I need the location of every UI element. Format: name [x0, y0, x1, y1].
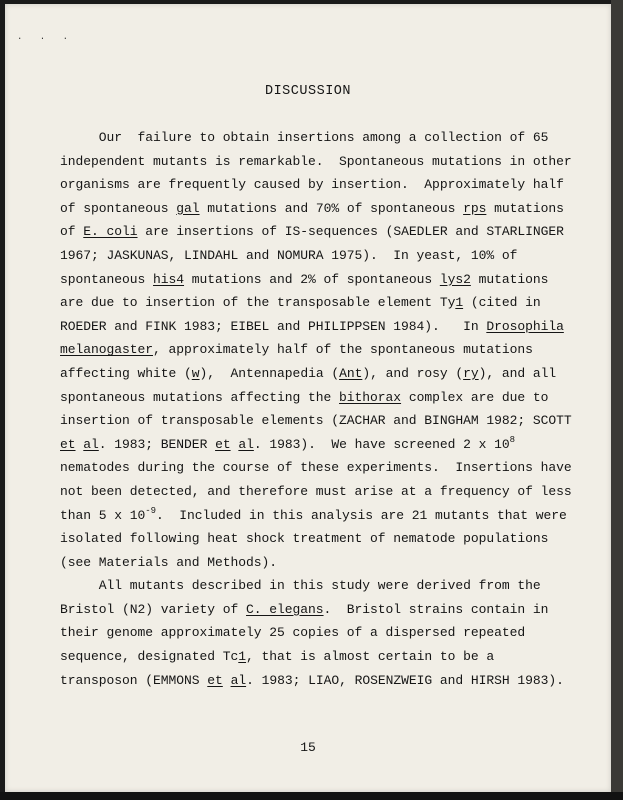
- text-run: , approximately half of the spontaneous mutations: [153, 342, 533, 358]
- species-e-coli: E. coli: [83, 224, 138, 240]
- scan-specks: · · ·: [17, 34, 75, 44]
- species-melanogaster: melanogaster: [60, 342, 154, 358]
- text-line: (see Materials and Methods).: [60, 554, 278, 570]
- text-run: . 1983; LIAO, ROSENZWEIG and HIRSH 1983).: [246, 672, 564, 688]
- text-run: [223, 673, 231, 688]
- element-tc1-number: 1: [238, 649, 247, 665]
- gene-his4: his4: [153, 271, 185, 287]
- text-line: not been detected, and therefore must arise at a frequency of less: [60, 483, 572, 499]
- gene-bithorax: bithorax: [339, 389, 402, 405]
- section-heading: DISCUSSION: [264, 84, 351, 99]
- text-run: transposon (EMMONS: [60, 672, 208, 688]
- genus-drosophila: Drosophila: [486, 318, 564, 334]
- gene-gal: gal: [176, 200, 200, 216]
- text-run: of spontaneous: [60, 200, 177, 216]
- page-number: 15: [300, 740, 316, 755]
- text-run: Bristol (N2) variety of: [60, 601, 247, 617]
- text-run: (cited in: [463, 295, 541, 311]
- text-line: [60, 645, 580, 669]
- document-page: [5, 4, 611, 792]
- text-run: mutations: [486, 200, 564, 216]
- text-line: [60, 433, 580, 457]
- gene-ry: ry: [463, 365, 479, 381]
- text-run: affecting white (: [60, 365, 192, 381]
- scan-edge-bottom: [0, 792, 623, 800]
- gene-rps: rps: [463, 200, 487, 216]
- text-line: [60, 338, 580, 362]
- text-run: ), and all: [478, 365, 557, 381]
- text-run: mutations and 2% of spontaneous: [184, 271, 440, 287]
- text-run: of: [60, 224, 84, 240]
- text-line: insertion of transposable elements (ZACHAR and BINGHAM 1982; SCOTT: [60, 413, 572, 429]
- gene-lys2: lys2: [439, 271, 471, 287]
- et-al: al: [238, 436, 254, 452]
- text-run: are insertions of IS-sequences (SAEDLER and STARLINGER: [137, 224, 564, 240]
- text-line: [60, 362, 580, 386]
- et-al: et: [60, 436, 76, 452]
- text-line: organisms are frequently caused by insertion. Approximately half: [60, 177, 564, 193]
- et-al: al: [230, 672, 247, 688]
- text-run: than 5 x 10: [60, 507, 146, 523]
- text-run: sequence, designated Tc: [60, 649, 239, 665]
- text-line: All mutants described in this study were derived from the: [60, 578, 541, 594]
- text-run: mutations: [470, 271, 549, 287]
- exponent: -9: [145, 505, 156, 516]
- text-line: [60, 669, 580, 693]
- text-line: Our failure to obtain insertions among a collection of 65: [60, 130, 549, 145]
- element-ty1-number: 1: [455, 295, 464, 311]
- text-run: ), Antennapedia (: [199, 365, 340, 381]
- text-run: . Included in this analysis are 21 mutants that were: [155, 507, 567, 523]
- text-run: complex are due to: [401, 389, 549, 405]
- et-al: al: [83, 436, 99, 452]
- text-line: [60, 268, 580, 292]
- text-run: ), and rosy (: [362, 365, 464, 381]
- text-run: ROEDER and FINK 1983; EIBEL and PHILIPPSEN 1984). In: [60, 318, 487, 334]
- text-line: nematodes during the course of these experiments. Insertions have: [60, 460, 572, 476]
- text-line: 1967; JASKUNAS, LINDAHL and NOMURA 1975). In yeast, 10% of: [60, 247, 518, 263]
- text-run: spontaneous mutations affecting the: [60, 389, 340, 405]
- text-run: . 1983; BENDER: [98, 436, 216, 452]
- text-run: mutations and 70% of spontaneous: [199, 200, 464, 216]
- gene-ant: Ant: [339, 365, 363, 381]
- text-line: isolated following heat shock treatment of nematode populations: [60, 531, 549, 547]
- species-c-elegans: C. elegans: [246, 601, 324, 617]
- text-run: . Bristol strains contain in: [323, 601, 549, 617]
- text-run: spontaneous: [60, 271, 154, 287]
- text-line: [60, 386, 580, 410]
- et-al: et: [215, 436, 231, 452]
- text-run: are due to insertion of the transposable element Ty: [60, 295, 456, 311]
- text-line: [60, 197, 580, 221]
- text-line: their genome approximately 25 copies of a dispersed repeated: [60, 625, 526, 641]
- text-line: [60, 220, 580, 244]
- text-run: . 1983). We have screened 2 x 10: [253, 436, 510, 452]
- et-al: et: [207, 672, 223, 688]
- scan-edge-right: [611, 0, 623, 800]
- text-line: [60, 504, 580, 528]
- text-run: , that is almost certain to be a: [246, 649, 495, 665]
- text-line: [60, 315, 580, 339]
- text-line: [60, 598, 580, 622]
- discussion-body: [60, 126, 580, 692]
- gene-w: w: [191, 365, 200, 381]
- exponent: 8: [509, 434, 516, 445]
- text-line: independent mutants is remarkable. Spontaneous mutations in other: [60, 153, 572, 169]
- text-line: [60, 291, 580, 315]
